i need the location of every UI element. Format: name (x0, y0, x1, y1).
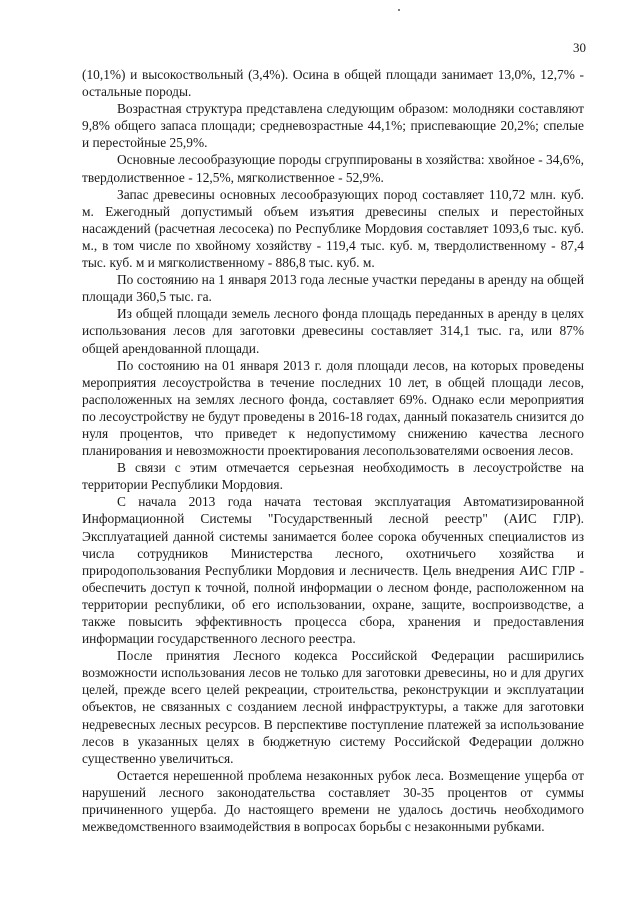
paragraph-management-need: В связи с этим отмечается серьезная необходимость в лесоустройстве на территории Республики Мордовия. (82, 460, 584, 493)
paragraph-species-share: (10,1%) и высокоствольный (3,4%). Осина в общей площади занимает 13,0%, 12,7% - остальные породы. (82, 67, 584, 100)
paragraph-illegal-logging: Остается нерешенной проблема незаконных рубок леса. Возмещение ущерба от нарушений лесного законодательства составляет 30-35 процентов от суммы причиненного ущерба. До настоящего времени не удалось достичь необходимого межведомственного взаимодействия в вопросах борьбы с незаконными рубками. (82, 767, 584, 835)
paragraph-age-structure: Возрастная структура представлена следующим образом: молодняки составляют 9,8% общего запаса площади; средневозрастные 44,1%; приспевающие 20,2%; спелые и перестойные 25,9%. (82, 101, 584, 151)
paragraph-forest-groups: Основные лесообразующие породы сгруппированы в хозяйства: хвойное - 34,6%, твердолиственное - 12,5%, мягколиственное - 52,9%. (82, 152, 584, 185)
paragraph-lease-harvesting: Из общей площади земель лесного фонда площадь переданных в аренду в целях использования лесов для заготовки древесины составляет 314,1 тыс. га, или 87% общей арендованной площади. (82, 306, 584, 356)
page-number: 30 (573, 40, 586, 55)
paragraph-forest-code: После принятия Лесного кодекса Российской Федерации расширились возможности использования лесов не только для заготовки древесины, но и для других целей, прежде всего целей рекреации, строительства, реконструкции и эксплуатации объектов, не связанных с созданием лесной инфраструктуры, а также для заготовки недревесных лесных ресурсов. В перспективе поступление платежей за использование лесов в указанных целях в бюджетную систему Российской Федерации должно существенно увеличиться. (82, 648, 584, 766)
paragraph-lease-area: По состоянию на 1 января 2013 года лесные участки переданы в аренду на общей площади 360,5 тыс. га. (82, 272, 584, 305)
paragraph-ais-glr: С начала 2013 года начата тестовая эксплуатация Автоматизированной Информационной Системы "Государственный лесной реестр" (АИС ГЛР). Эксплуатацией данной системы занимается более сорока обученных специалистов из числа сотрудников Министерства лесного, охотничьего хозяйства и природопользования Республики Мордовия и лесничеств. Цель внедрения АИС ГЛР - обеспечить доступ к точной, полной информации о лесном фонде, расположенном на территории республики, об его использовании, охране, защите, воспроизводстве, а также повысить эффективность процесса сбора, хранения и предоставления информации государственного лесного реестра. (82, 494, 584, 647)
body-text (82, 66, 584, 835)
paragraph-forest-management: По состоянию на 01 января 2013 г. доля площади лесов, на которых проведены мероприятия лесоустройства в течение последних 10 лет, в общей площади лесов, расположенных на землях лесного фонда, составляет 69%. Однако если мероприятия по лесоустройству не будут проведены в 2016-18 годах, данный показатель снизится до нуля процентов, что приведет к недопустимому снижению качества лесного планирования и невозможности проектирования лесопользователями освоения лесов. (82, 357, 584, 459)
paragraph-timber-stock: Запас древесины основных лесообразующих пород составляет 110,72 млн. куб. м. Ежегодный допустимый объем изъятия древесины спелых и перестойных насаждений (расчетная лесосека) по Республике Мордовия составляет 1093,6 тыс. куб. м., в том числе по хвойному хозяйству - 119,4 тыс. куб. м, твердолиственному - 87,4 тыс. куб. м и мягколиственному - 886,8 тыс. куб. м. (82, 186, 584, 271)
scan-speck (398, 9, 400, 11)
